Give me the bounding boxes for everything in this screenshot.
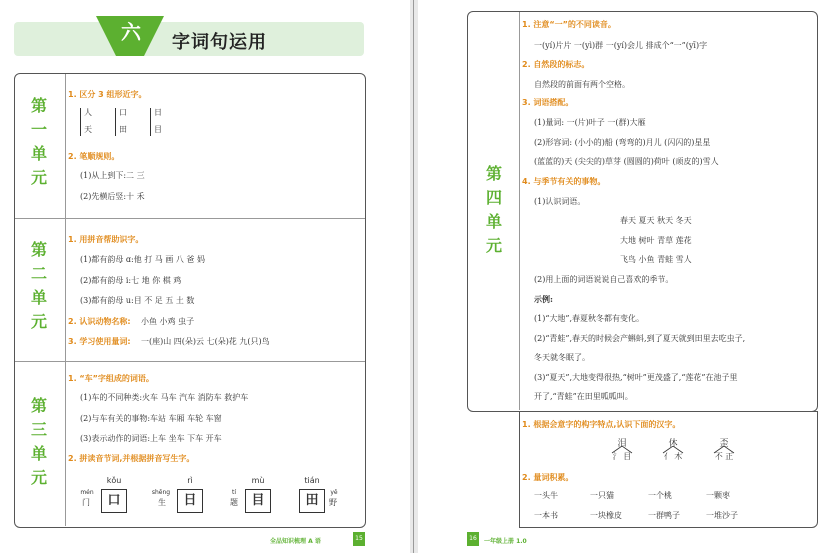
boxed-char: 口 — [107, 493, 121, 508]
spine-divider — [413, 0, 414, 553]
pair-char: 口 — [119, 108, 127, 117]
unit2-section3-title: 3. 学习使用量词: — [68, 337, 131, 346]
measure-r1-1: 一头牛 — [534, 491, 558, 500]
boxed-char: 日 — [183, 493, 197, 508]
measure-r2-2: 一块橡皮 — [590, 511, 622, 520]
small-pinyin: yě — [330, 489, 338, 496]
unit4-section3-title: 3. 词语搭配。 — [522, 98, 574, 107]
pair-char: 天 — [84, 125, 92, 134]
unit4-section4-title: 4. 与季节有关的事物。 — [522, 177, 606, 186]
unit1-label-char: 一 — [30, 120, 47, 139]
bottom-section2-title: 2. 量词积累。 — [522, 473, 574, 482]
season-words-row2: 大地 树叶 青草 莲花 — [620, 236, 692, 245]
measure-r2-4: 一堆沙子 — [706, 511, 738, 520]
example-2a: (2)“青蛙”,春天的时候会产蝌蚪,到了夏天就到田里去吃虫子, — [534, 334, 746, 343]
unit4-section1-title: 1. 注意“一”的不同读音。 — [522, 20, 616, 29]
measure-r1-2: 一只猫 — [590, 491, 614, 500]
example-3a: (3)“夏天”,大地变得很热,“树叶”更茂盛了,“莲花”在池子里 — [534, 373, 738, 382]
season-words-row3: 飞鸟 小鱼 青蛙 雪人 — [620, 255, 692, 264]
unit4-label-char: 元 — [485, 236, 502, 255]
section-number: 六 — [121, 20, 141, 44]
car-words-1: (1)车的不同种类:火车 马车 汽车 消防车 救护车 — [80, 393, 249, 402]
unit2-section1-title: 1. 用拼音帮助识字。 — [68, 235, 144, 244]
pair-char: 目 — [154, 125, 162, 134]
ideogram-parts: 亻 木 — [663, 452, 683, 461]
pinyin-line-a: (1)都有韵母 ɑ:他 打 马 画 八 爸 妈 — [80, 255, 205, 264]
unit1-section2-title: 2. 笔顺规则。 — [68, 152, 120, 161]
unit4-label — [469, 162, 519, 258]
example-1: (1)“大地”,春夏秋冬都有变化。 — [534, 314, 645, 323]
left-column-divider — [65, 74, 66, 526]
box-pinyin: tián — [304, 476, 320, 485]
pair-bracket — [115, 108, 116, 136]
unit4-label-char: 四 — [485, 188, 502, 207]
small-char: 生 — [158, 498, 166, 507]
small-char: 门 — [82, 498, 90, 507]
small-char: 题 — [230, 498, 238, 507]
unit1-label-char: 第 — [30, 96, 47, 115]
measure-r1-4: 一颗枣 — [706, 491, 730, 500]
season-subtitle-2: (2)用上面的词语说说自己喜欢的季节。 — [534, 275, 674, 284]
unit4-label-char: 第 — [485, 164, 502, 183]
page-number-left: 15 — [353, 532, 365, 546]
footer-right-text: 一年级上册 1.0 — [484, 538, 527, 545]
pair-char: 田 — [119, 125, 127, 134]
unit2-label — [14, 238, 64, 334]
unit3-label-char: 三 — [30, 420, 47, 439]
unit1-label-char: 单 — [30, 144, 47, 163]
unit3-label-char: 单 — [30, 444, 47, 463]
paragraph-mark: 自然段的前面有两个空格。 — [534, 80, 630, 89]
unit2-separator — [15, 361, 365, 362]
box-pinyin: rì — [187, 476, 193, 485]
right-column-divider — [519, 12, 520, 410]
footer-left-text: 全品知识梳理 A 语 — [270, 538, 321, 545]
measure-r1-3: 一个桃 — [648, 491, 672, 500]
ideogram-top: 泪 — [617, 439, 627, 449]
unit1-label-char: 元 — [30, 168, 47, 187]
example-label: 示例: — [534, 294, 553, 304]
pair-char: 日 — [154, 108, 162, 117]
unit1-label — [14, 94, 64, 190]
small-char: 野 — [329, 498, 337, 507]
box-pinyin: mù — [251, 476, 265, 485]
example-2b: 冬天就冬眠了。 — [534, 353, 590, 362]
season-subtitle-1: (1)认识词语。 — [534, 197, 586, 206]
measure-r2-1: 一本书 — [534, 511, 558, 520]
unit4-label-char: 单 — [485, 212, 502, 231]
pair-bracket — [80, 108, 81, 136]
unit2-section2-title: 2. 认识动物名称: — [68, 317, 131, 326]
yi-readings: 一(yí)片片 一(yì)群 一(yí)会儿 排成个“一”(yī)字 — [534, 41, 708, 50]
similar-pair-3 — [154, 104, 162, 138]
bottom-section1-title: 1. 根据会意字的构字特点,认识下面的汉字。 — [522, 420, 681, 429]
small-pinyin: shēng — [151, 489, 171, 496]
box-pinyin: kǒu — [106, 476, 122, 485]
page-number-right: 16 — [467, 532, 479, 546]
stroke-rule-2: (2)先横后竖:十 禾 — [80, 192, 145, 201]
unit2-label-char: 第 — [30, 240, 47, 259]
pair-char: 人 — [84, 108, 92, 117]
pinyin-line-i: (2)都有韵母 i:七 地 你 棋 鸡 — [80, 276, 182, 285]
measure-r2-3: 一群鸭子 — [648, 511, 680, 520]
unit3-label-char: 第 — [30, 396, 47, 415]
unit3-label-char: 元 — [30, 468, 47, 487]
example-3b: 开了,“青蛙”在田里呱呱叫。 — [534, 392, 633, 401]
small-pinyin: tí — [231, 489, 237, 496]
ideogram-parts: 氵 目 — [612, 452, 632, 461]
section-title: 字词句运用 — [172, 32, 267, 53]
pair-bracket — [150, 108, 151, 136]
small-pinyin: mén — [80, 489, 94, 496]
collocation-1: (1)量词: 一(片)叶子 一(群)大雁 — [534, 118, 646, 127]
pinyin-line-u: (3)都有韵母 u:目 不 足 五 土 数 — [80, 296, 195, 305]
stroke-rule-1: (1)从上到下:二 三 — [80, 171, 145, 180]
collocation-2: (2)形容词: (小小的)船 (弯弯的)月儿 (闪闪的)星星 — [534, 138, 711, 147]
unit2-label-char: 元 — [30, 312, 47, 331]
book-spine — [410, 0, 418, 553]
season-words-row1: 春天 夏天 秋天 冬天 — [620, 216, 692, 225]
unit3-section2-title: 2. 拼读音节词,并根据拼音写生字。 — [68, 454, 195, 463]
ideogram-top: 歪 — [719, 439, 729, 449]
unit2-label-char: 二 — [30, 264, 47, 283]
car-words-3: (3)表示动作的词语:上车 坐车 下车 开车 — [80, 434, 222, 443]
unit4-section2-title: 2. 自然段的标志。 — [522, 60, 590, 69]
car-words-2: (2)与车有关的事物:车站 车厢 车轮 车窗 — [80, 414, 222, 423]
unit1-section1-title: 1. 区分 3 组形近字。 — [68, 90, 147, 99]
boxed-char: 目 — [251, 493, 265, 508]
boxed-char: 田 — [305, 493, 319, 508]
unit1-separator — [15, 218, 365, 219]
unit3-label — [14, 394, 64, 490]
animal-names: 小鱼 小鸡 虫子 — [141, 317, 195, 326]
similar-pair-2 — [119, 104, 127, 138]
measure-words: 一(座)山 四(朵)云 七(朵)花 九(只)鸟 — [141, 337, 270, 346]
unit2-label-char: 单 — [30, 288, 47, 307]
collocation-3: (蓝蓝的)天 (尖尖的)草芽 (圆圆的)荷叶 (顽皮的)雪人 — [534, 157, 719, 166]
ideogram-top: 休 — [668, 439, 678, 449]
similar-pair-1 — [84, 104, 92, 138]
unit3-section1-title: 1. “车”字组成的词语。 — [68, 374, 154, 383]
ideogram-parts: 不 正 — [714, 452, 734, 461]
